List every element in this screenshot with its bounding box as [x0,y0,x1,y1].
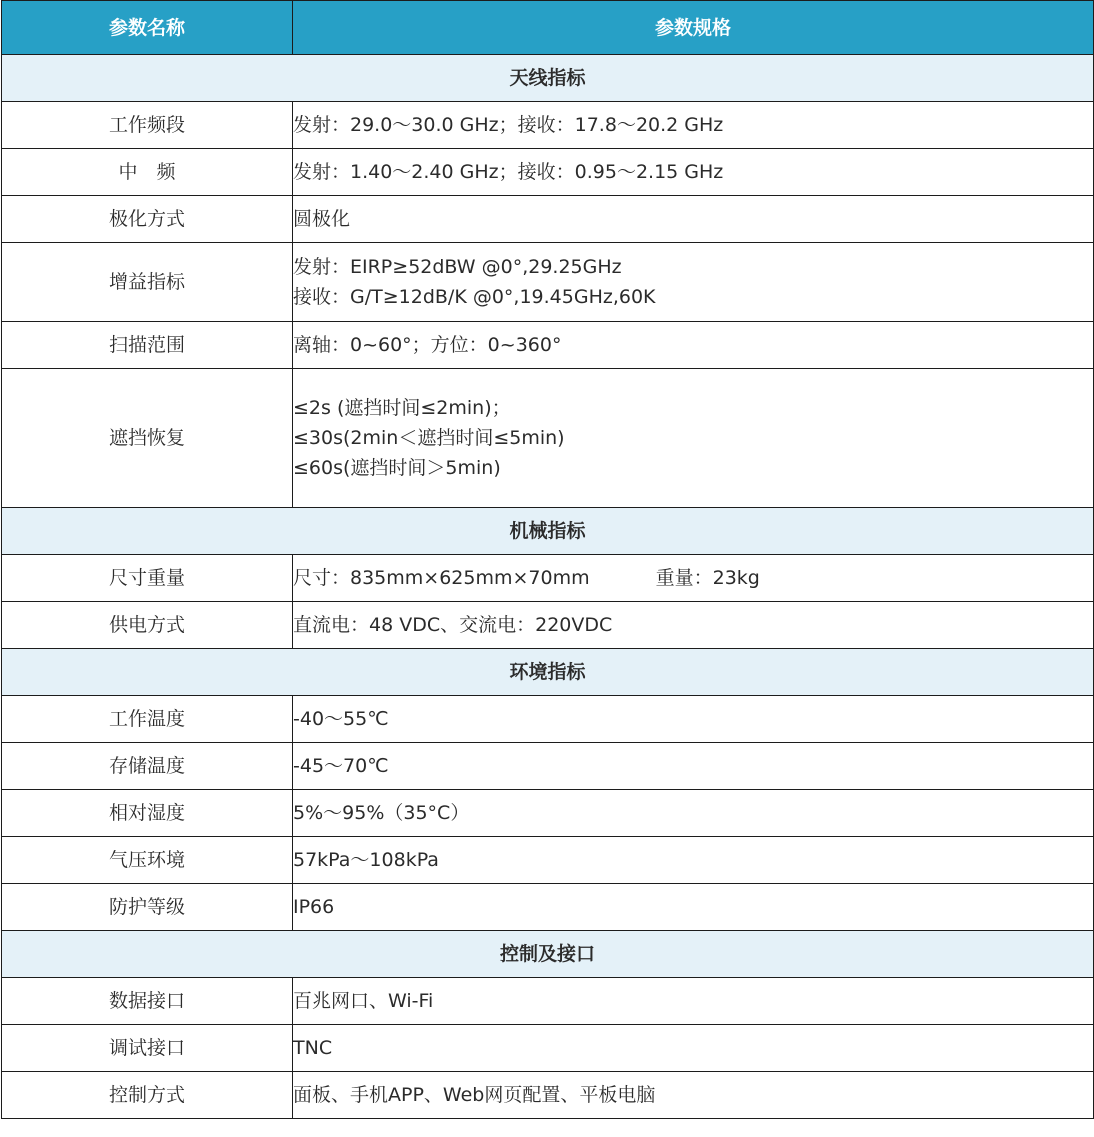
param-name-cell: 工作频段 [2,102,293,149]
table-row [2,196,1094,243]
param-value-cell [293,696,1094,743]
param-name-cell: 极化方式 [2,196,293,243]
param-name-cell: 供电方式 [2,602,293,649]
table-header-row [2,1,1094,55]
param-name-cell: 存储温度 [2,743,293,790]
param-name-cell: 遮挡恢复 [2,369,293,508]
param-name-cell: 气压环境 [2,837,293,884]
table-row [2,602,1094,649]
param-value-line: 发射：29.0～30.0 GHz；接收：17.8～20.2 GHz [293,114,724,136]
param-value-line: 发射：1.40～2.40 GHz；接收：0.95～2.15 GHz [293,161,724,183]
param-value-line: 圆极化 [293,208,351,230]
param-name-cell: 防护等级 [2,884,293,931]
section-title: 环境指标 [2,649,1094,696]
param-value-line: 发射：EIRP≥52dBW @0°,29.25GHz [293,256,622,278]
param-value-cell [293,243,1094,322]
header-param-spec: 参数规格 [293,1,1094,55]
param-value-cell [293,196,1094,243]
table-row [2,149,1094,196]
param-name-cell: 数据接口 [2,978,293,1025]
param-value-cell [293,1072,1094,1119]
param-value-line: IP66 [293,896,335,918]
spec-table-body [2,55,1094,1119]
param-value-cell [293,790,1094,837]
param-name-cell: 增益指标 [2,243,293,322]
param-name-cell: 调试接口 [2,1025,293,1072]
table-row [2,696,1094,743]
param-value-cell [293,369,1094,508]
param-value-cell [293,602,1094,649]
param-value-cell [293,555,1094,602]
param-name-cell: 工作温度 [2,696,293,743]
table-row [2,243,1094,322]
param-value-cell [293,322,1094,369]
param-name-cell: 中 频 [2,149,293,196]
section-row [2,649,1094,696]
param-value-cell [293,149,1094,196]
table-row [2,790,1094,837]
table-row [2,1025,1094,1072]
table-row [2,102,1094,149]
param-value-line: ≤2s (遮挡时间≤2min)； [293,397,511,419]
param-value-line: TNC [293,1037,333,1059]
table-row [2,743,1094,790]
table-row [2,837,1094,884]
param-value-cell [293,837,1094,884]
param-value-cell [293,743,1094,790]
param-value-line: 5%～95%（35°C） [293,802,470,824]
param-value-extra: 重量：23kg [655,567,760,589]
param-value-line: 离轴：0~60°；方位：0~360° [293,334,562,356]
param-value-line: 面板、手机APP、Web网页配置、平板电脑 [293,1084,656,1106]
param-value-cell [293,884,1094,931]
param-value-cell [293,102,1094,149]
param-value-line: 百兆网口、Wi-Fi [293,990,434,1012]
section-title: 天线指标 [2,55,1094,102]
param-value-line: ≤60s(遮挡时间＞5min) [293,457,501,479]
section-row [2,508,1094,555]
header-param-name: 参数名称 [2,1,293,55]
param-value-line: ≤30s(2min＜遮挡时间≤5min) [293,427,565,449]
param-value-cell [293,1025,1094,1072]
table-row [2,369,1094,508]
param-name-cell: 扫描范围 [2,322,293,369]
spec-table [1,0,1094,1119]
table-row [2,884,1094,931]
section-title: 机械指标 [2,508,1094,555]
param-name-cell: 控制方式 [2,1072,293,1119]
param-value-cell [293,978,1094,1025]
param-value-line: -40～55℃ [293,708,389,730]
param-value-line: 57kPa～108kPa [293,849,439,871]
param-name-cell: 相对湿度 [2,790,293,837]
param-value-line: -45～70℃ [293,755,389,777]
section-title: 控制及接口 [2,931,1094,978]
table-row [2,978,1094,1025]
table-row [2,555,1094,602]
param-value-line: 尺寸：835mm×625mm×70mm [293,567,590,589]
param-value-line: 直流电：48 VDC、交流电：220VDC [293,614,613,636]
section-row [2,931,1094,978]
param-value-line: 接收：G/T≥12dB/K @0°,19.45GHz,60K [293,286,656,308]
table-row [2,322,1094,369]
param-name-cell: 尺寸重量 [2,555,293,602]
table-row [2,1072,1094,1119]
section-row [2,55,1094,102]
